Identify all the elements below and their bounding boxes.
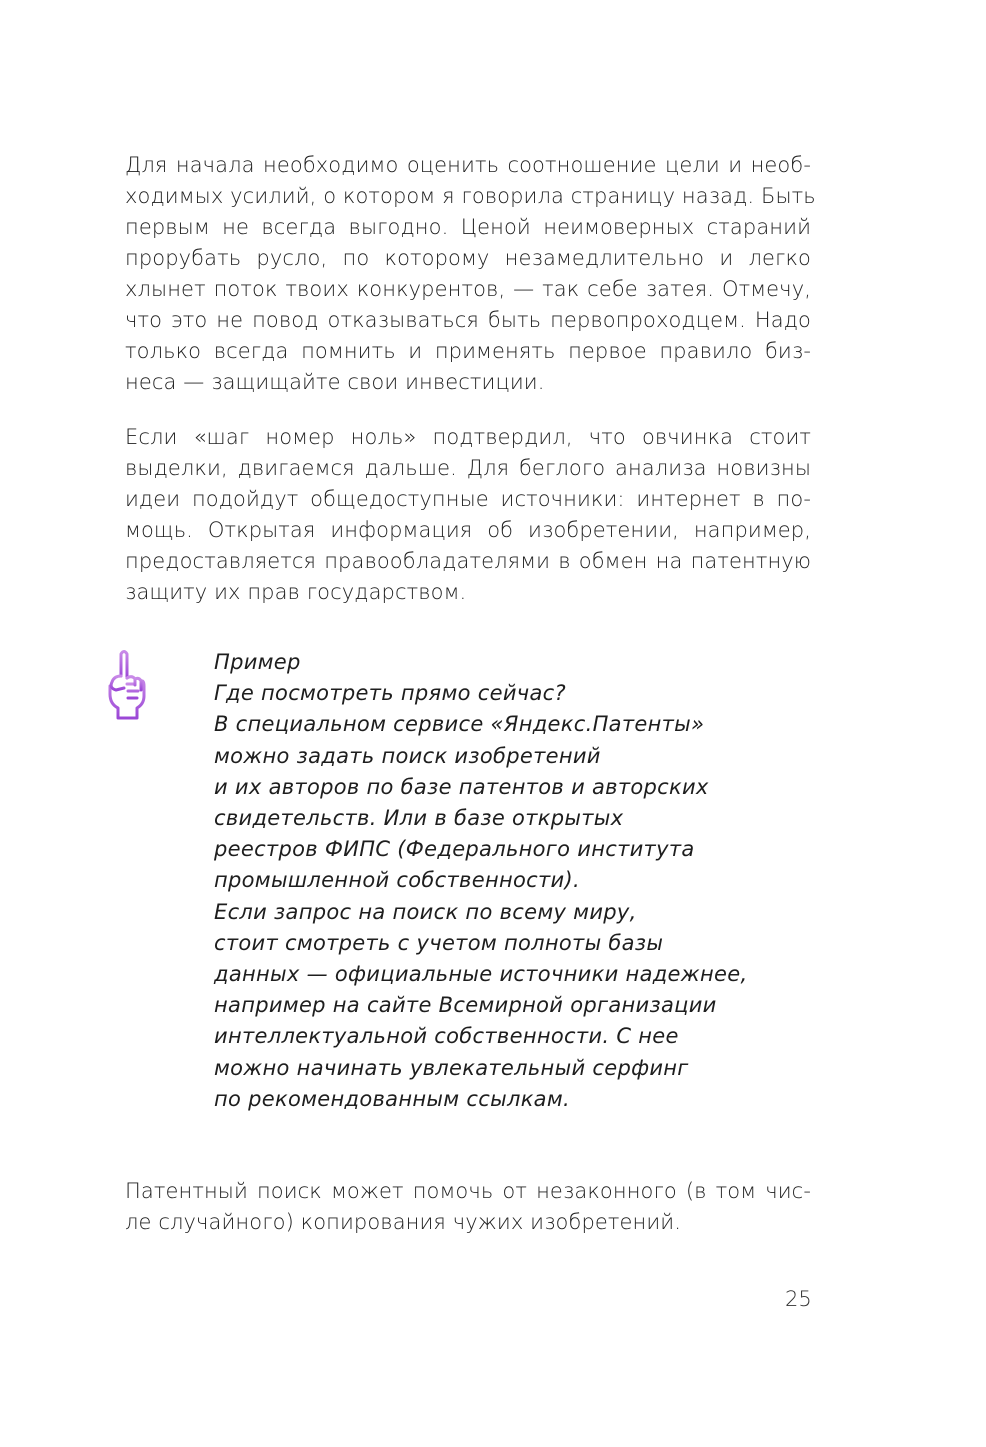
text-line: прорубать русло, по которому незамедлительно и легко xyxy=(125,246,811,270)
example-line: В специальном сервисе «Яндекс.Патенты» xyxy=(214,712,705,737)
example-line: стоит смотреть с учетом полноты базы xyxy=(214,930,664,955)
text-line: выделки, двигаемся дальше. Для беглого анализа новизны xyxy=(125,456,811,480)
text-line: ходимых усилий, о котором я говорила страницу назад. Быть xyxy=(125,184,816,208)
text-line: предоставляется правообладателями в обмен на патентную xyxy=(125,549,811,573)
text-line: только всегда помнить и применять первое правило биз- xyxy=(125,339,811,363)
text-line: Для начала необходимо оценить соотношение цели и необ- xyxy=(125,153,811,177)
example-line: Где посмотреть прямо сейчас? xyxy=(214,681,566,706)
text-line: защиту их прав государством. xyxy=(125,580,467,604)
example-line: Если запрос на поиск по всему миру, xyxy=(214,899,637,924)
example-line: свидетельств. Или в базе открытых xyxy=(214,806,624,831)
text-line: ле случайного) копирования чужих изобретений. xyxy=(125,1210,682,1234)
text-line: идеи подойдут общедоступные источники: интернет в по- xyxy=(125,487,811,511)
example-line: интеллектуальной собственности. С нее xyxy=(214,1024,679,1049)
page-number: 25 xyxy=(785,1287,812,1311)
text-line: Если «шаг номер ноль» подтвердил, что овчинка стоит xyxy=(125,425,811,449)
example-line: можно задать поиск изобретений xyxy=(214,743,601,768)
example-line: по рекомендованным ссылкам. xyxy=(214,1086,570,1111)
example-line: промышленной собственности). xyxy=(214,868,580,893)
example-line: можно начинать увлекательный серфинг xyxy=(214,1055,689,1080)
paragraph-step-zero xyxy=(125,422,811,608)
text-line: первым не всегда выгодно. Ценой неимоверных стараний xyxy=(125,215,811,239)
example-callout xyxy=(214,647,814,1115)
example-line: реестров ФИПС (Федерального института xyxy=(214,837,695,862)
text-line: хлынет поток твоих конкурентов, — так себе затея. Отмечу, xyxy=(125,277,811,301)
text-line: Патентный поиск может помочь от незаконного (в том чис- xyxy=(125,1179,811,1203)
paragraph-opening xyxy=(125,150,816,398)
example-line: например на сайте Всемирной организации xyxy=(214,993,717,1018)
pointing-hand-icon xyxy=(104,648,146,722)
text-line: мощь. Открытая информация об изобретении, например, xyxy=(125,518,811,542)
text-line: неса — защищайте свои инвестиции. xyxy=(125,370,545,394)
text-line: что это не повод отказываться быть первопроходцем. Надо xyxy=(125,308,811,332)
paragraph-patent-search xyxy=(125,1176,811,1238)
example-line: и их авторов по базе патентов и авторских xyxy=(214,774,709,799)
example-line: данных — официальные источники надежнее, xyxy=(214,962,748,987)
example-heading: Пример xyxy=(214,650,301,674)
